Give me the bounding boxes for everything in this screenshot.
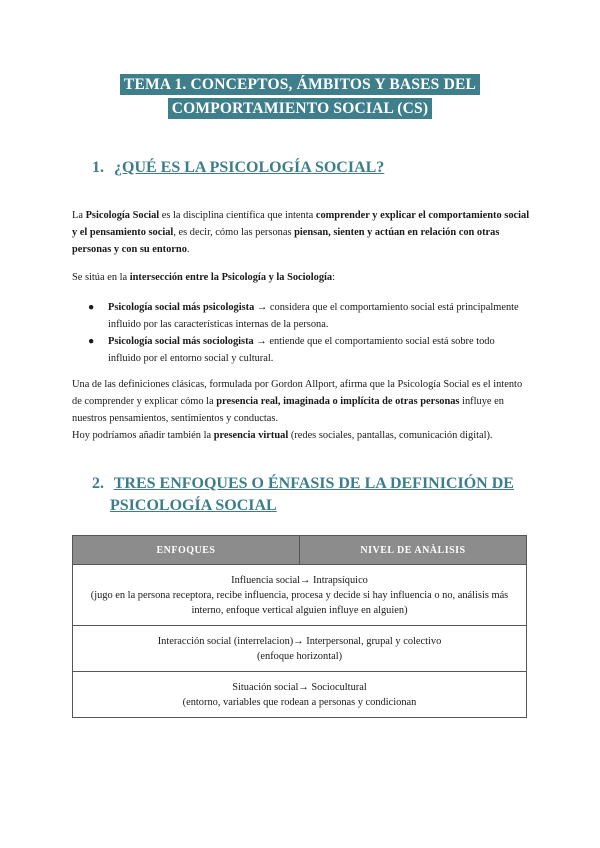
header-nivel-analisis: NIVEL DE ANÀLISIS	[300, 536, 527, 565]
section-1-heading	[92, 157, 384, 179]
table-cell: Interacción social (interrelacion)→ Interpersonal, grupal y colectivo (enfoque horizontal)	[73, 626, 527, 672]
table-row	[73, 672, 527, 718]
table-header-row	[73, 536, 527, 565]
title-line-1: TEMA 1. CONCEPTOS, ÁMBITOS Y BASES DEL	[120, 74, 480, 95]
bullet-item-sociologista: ● Psicología social más sociologista → entiende que el comportamiento social está sobre todo influido por el entorno social y cultural.	[88, 333, 528, 367]
section-2-title-line-2: PSICOLOGÍA SOCIAL	[110, 497, 277, 514]
paragraph-definition: La Psicología Social es la disciplina científica que intenta comprender y explicar el comportamiento social y el pensamiento social, es decir, cómo las personas piensan, sienten y actúan en relación con otras personas y con su entorno.	[72, 210, 530, 255]
table-row	[73, 565, 527, 626]
section-1-title: ¿QUÉ ES LA PSICOLOGÍA SOCIAL?	[114, 159, 385, 176]
header-enfoques: ENFOQUES	[73, 536, 300, 565]
table-cell: Situación social→ Sociocultural (entorno, variables que rodean a personas y condicionan	[73, 672, 527, 718]
bullet-icon: ●	[88, 336, 95, 347]
section-2-title-line-1: TRES ENFOQUES O ÉNFASIS DE LA DEFINICIÓN DE	[113, 475, 514, 492]
bullet-icon: ●	[88, 302, 95, 313]
table-row	[73, 626, 527, 672]
paragraph-allport: Una de las definiciones clásicas, formulada por Gordon Allport, afirma que la Psicología Social es el intento de comprender y explicar cómo la presencia real, imaginada o implícita de otras personas influye en nuestros pensamientos, sentimientos y conductas.	[72, 379, 523, 424]
bullet-item-psicologista: ● Psicología social más psicologista → considera que el comportamiento social está principalmente influido por las características internas de la persona.	[88, 299, 528, 333]
document-title	[0, 74, 600, 119]
section-1-number: 1.	[92, 159, 104, 176]
paragraph-virtual: Hoy podríamos añadir también la presencia virtual (redes sociales, pantallas, comunicación digital).	[72, 430, 493, 441]
section-2-number: 2.	[92, 475, 104, 492]
paragraph-intersection: Se sitúa en la intersección entre la Psicología y la Sociología:	[72, 272, 336, 283]
title-line-2: COMPORTAMIENTO SOCIAL (CS)	[168, 98, 432, 119]
enfoques-table	[72, 535, 527, 718]
table-cell: Influencia social→ Intrapsíquico (jugo en la persona receptora, recibe influencia, procesa y decide si hay influencia o no, análisis más interno, enfoque vertical alguien influye en alguien)	[73, 565, 527, 626]
section-2-heading	[92, 473, 514, 517]
